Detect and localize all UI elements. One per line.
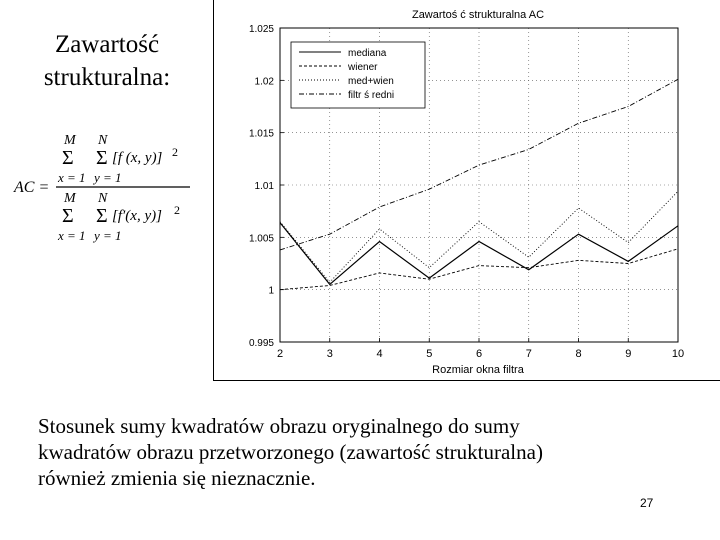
slide-caption [38, 413, 678, 491]
x-tick-label: 6 [475, 348, 483, 360]
num-sigma-1: Σ [62, 147, 74, 169]
x-tick-label: 5 [426, 348, 433, 360]
den-sigma-2: Σ [96, 205, 108, 227]
x-tick-label: 10 [671, 348, 685, 360]
num-exponent: 2 [172, 145, 178, 159]
slide-title-line-2: strukturalna: [43, 64, 171, 91]
y-tick-label: 1.025 [248, 24, 274, 35]
page-number: 27 [640, 496, 654, 510]
den-sum-upper-n: N [98, 191, 108, 206]
y-tick-label: 1.02 [254, 76, 274, 88]
x-axis-label: Rozmiar okna filtra [432, 364, 524, 376]
x-tick-label: 3 [326, 348, 333, 360]
series-line-1 [280, 223, 678, 285]
chart-legend [291, 42, 425, 108]
num-sum-upper-m: M [64, 133, 76, 148]
den-exponent: 2 [174, 203, 180, 217]
y-tick-label: 1 [268, 285, 274, 297]
den-sum-lower-y: y = 1 [94, 228, 122, 243]
y-tick-label: 1.015 [248, 128, 274, 140]
y-tick-label: 0.995 [248, 338, 274, 349]
slide-title-line-1: Zawartość [54, 31, 160, 58]
series-line-2 [280, 249, 678, 290]
legend-label-3: med+wien [348, 76, 394, 87]
legend-label-2: wiener [348, 62, 378, 73]
num-sum-upper-n: N [98, 133, 108, 148]
num-sum-lower-x: x = 1 [58, 170, 86, 185]
caption-line-3: również zmienia się nieznacznie. [38, 466, 316, 490]
num-sum-lower-y: y = 1 [94, 170, 122, 185]
x-tick-label: 4 [376, 348, 383, 360]
x-axis-ticks [277, 338, 684, 360]
legend-label-4: filtr ś redni [348, 90, 395, 101]
ac-line-chart [213, 0, 720, 381]
num-term: [f (x, y)] [112, 150, 163, 166]
num-sigma-2: Σ [96, 147, 108, 169]
x-tick-label: 2 [276, 348, 284, 360]
y-tick-label: 1.005 [248, 233, 274, 245]
den-sum-lower-x: x = 1 [58, 228, 86, 243]
y-axis-ticks [249, 24, 284, 349]
ac-formula [10, 130, 210, 245]
chart-title: Zawartoś ć strukturalna AC [411, 9, 545, 21]
legend-label-1: mediana [348, 48, 387, 59]
formula-lhs: AC = [14, 179, 50, 196]
x-tick-label: 9 [625, 348, 632, 360]
y-tick-label: 1.01 [254, 181, 274, 192]
slide-title [12, 28, 202, 94]
den-term: [f′(x, y)] [112, 208, 162, 224]
ac-formula-svg [10, 130, 210, 245]
caption-line-1: Stosunek sumy kwadratów obrazu oryginalnego do sumy [38, 414, 520, 438]
den-sum-upper-m: M [64, 191, 76, 206]
x-tick-label: 7 [525, 348, 532, 360]
caption-line-2: kwadratów obrazu przetworzonego (zawartość strukturalna) [38, 440, 543, 464]
den-sigma-1: Σ [62, 205, 74, 227]
x-tick-label: 8 [575, 348, 582, 360]
